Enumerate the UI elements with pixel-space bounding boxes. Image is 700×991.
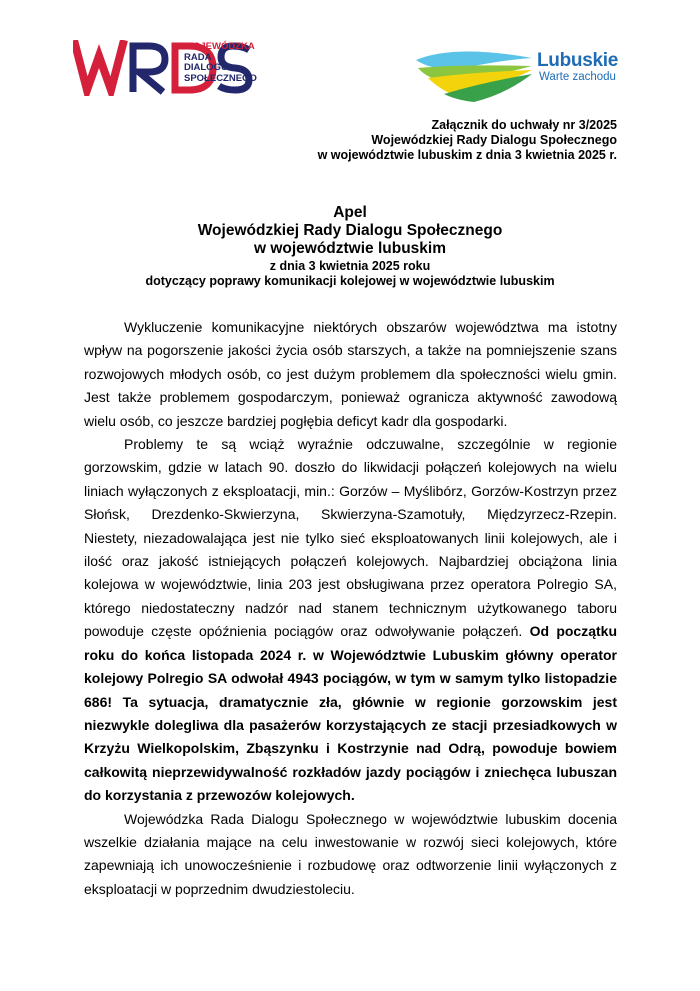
title-line-2: Wojewódzkiej Rady Dialogu Społecznego	[197, 222, 503, 239]
paragraph-3: Wojewódzka Rada Dialogu Społecznego w województwie lubuskim docenia wszelkie działania mające na celu inwestowanie w rozwój sieci kolejowych, które zapewniają ich unowocześnienie i rozbudowę oraz odtworzenie linii wyłączonych z eksploatacji w poprzednim dwudziestoleciu.	[84, 810, 617, 897]
document-body	[84, 316, 617, 901]
paragraph-1: Wykluczenie komunikacyjne niektórych obszarów województwa ma istotny wpływ na pogorszenie jakości życia osób starszych, a także na pomniejszenie szans rozwojowych młodych osób, co jest dużym problemem dla społeczności wielu gmin. Jest także problemem gospodarczym, ponieważ ogranicza aktywność zawodową wielu osób, co jeszcze bardziej pogłębia deficyt kadr dla gospodarki.	[84, 319, 617, 429]
title-line-3: w województwie lubuskim	[253, 240, 447, 257]
paragraph-2-regular: Problemy te są wciąż wyraźnie odczuwalne, szczególnie w regionie gorzowskim, gdzie w latach 90. doszło do likwidacji połączeń kolejowych na wielu liniach wyłączonych z eksploatacji, min.: Gorzów – Myślibórz, Gorzów-Kostrzyn przez Słońsk, Drezdenko-Skwierzyna, Skwierzyna-Szamotuły, Międzyrzecz-Rzepin. Niestety, niezadowalająca jest nie tylko sieć eksploatowanych linii kolejowych, ale i ilość oraz jakość istniejących połączeń kolejowych. Najbardziej obciążona linia kolejowa w województwie, linia 203 jest obsługiwana przez operatora Polregio SA, którego niedostateczny nadzór nad stanem technicznym użytkowanego taboru powoduje częste opóźnienia pociągów oraz odwoływanie połączeń.	[84, 436, 617, 640]
wrds-text-line-3: DIALOGU	[184, 62, 228, 73]
annex-line-3: w województwie lubuskim z dnia 3 kwietnia 2025 r.	[317, 148, 617, 162]
wrds-text-line-4: SPOŁECZNEGO	[184, 72, 257, 84]
title-line-1: Apel	[333, 204, 367, 221]
annex-reference	[318, 118, 617, 163]
annex-line-2: Wojewódzkiej Rady Dialogu Społecznego	[371, 133, 617, 147]
paragraph-2-bold: Od początku roku do końca listopada 2024 r. w Województwie Lubuskim główny operator kolejowy Polregio SA odwołał 4943 pociągów, w tym w samym tylko listopadzie 686! Ta sytuacja, dramatycznie zła, głównie w regionie gorzowskim jest niezwykle dolegliwa dla pasażerów korzystających ze stacji przesiadkowych w Krzyżu Wielkopolskim, Zbąszynku i Kostrzynie nad Odrą, powoduje bowiem całkowitą nieprzewidywalność rozkładów jazdy pociągów i zniechęca lubuszan do korzystania z przewozów kolejowych.	[84, 623, 617, 804]
wrds-text-line-1: WOJEWÓDZKA	[184, 41, 255, 52]
wrds-logo-text	[184, 42, 257, 84]
wrds-text-line-2: RADA	[184, 51, 212, 63]
title-line-4: z dnia 3 kwietnia 2025 roku	[269, 259, 431, 273]
title-line-5: dotyczący poprawy komunikacji kolejowej w województwie lubuskim	[145, 274, 555, 288]
document-subtitle	[0, 259, 700, 289]
lubuskie-logo-subtitle: Warte zachodu	[539, 71, 616, 83]
paragraph-2	[84, 433, 617, 808]
annex-line-1: Załącznik do uchwały nr 3/2025	[431, 118, 617, 132]
document-title	[0, 204, 700, 258]
lubuskie-logo-title: Lubuskie	[537, 50, 619, 71]
